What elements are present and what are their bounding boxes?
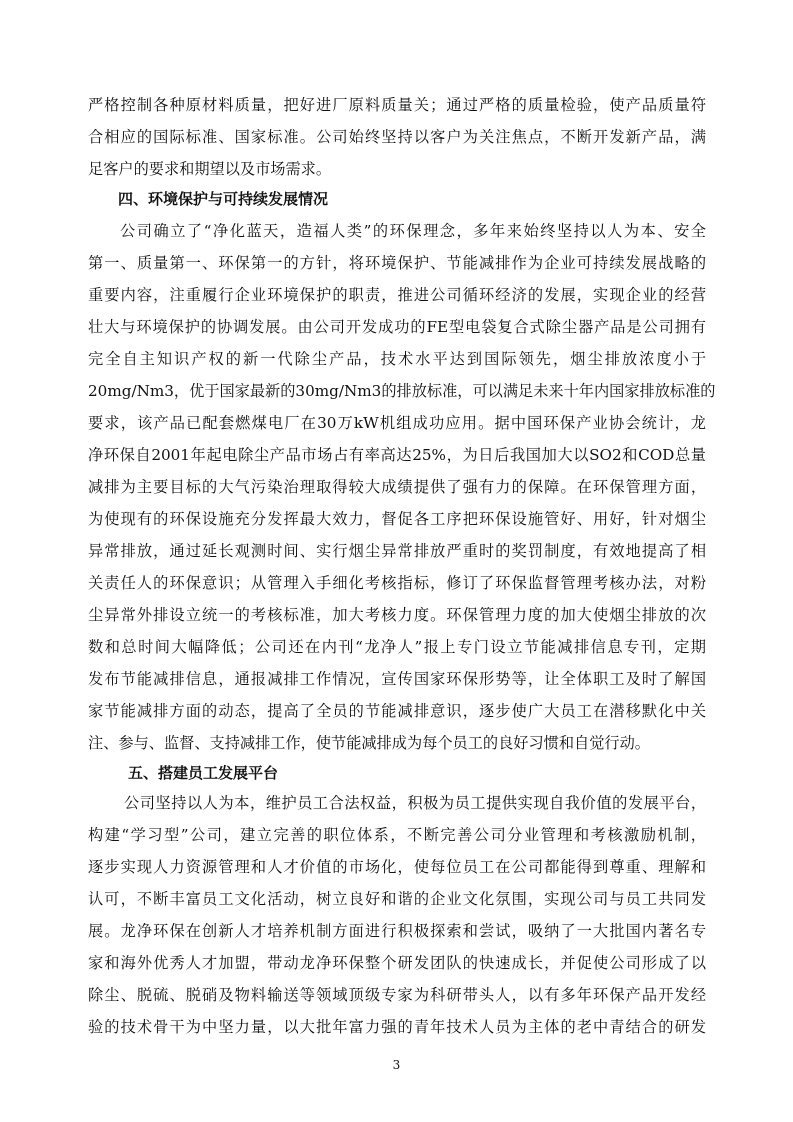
paragraph-line: 壮大与环境保护的协调发展。由公司开发成功的FE型电袋复合式除尘器产品是公司拥有 <box>88 318 706 336</box>
paragraph-line: 公司确立了“净化蓝天，造福人类”的环保理念，多年来始终坚持以人为本、安全 <box>120 222 706 240</box>
paragraph-line: 合相应的国际标准、国家标准。公司始终坚持以客户为关注焦点，不断开发新产品，满 <box>88 128 706 146</box>
paragraph-line: 公司坚持以人为本，维护员工合法权益，积极为员工提供实现自我价值的发展平台， <box>124 794 706 812</box>
paragraph-line: 认可，不断丰富员工文化活动，树立良好和谐的企业文化氛围，实现公司与员工共同发 <box>88 890 706 908</box>
paragraph-line: 为使现有的环保设施充分发挥最大效力，督促各工序把环保设施管好、用好，针对烟尘 <box>88 510 706 528</box>
paragraph-line: 注、参与、监督、支持减排工作，使节能减排成为每个员工的良好习惯和自觉行动。 <box>88 734 650 752</box>
paragraph-line: 完全自主知识产权的新一代除尘产品，技术水平达到国际领先，烟尘排放浓度小于 <box>88 350 706 368</box>
paragraph-line: 关责任人的环保意识；从管理入手细化考核指标，修订了环保监督管理考核办法，对粉 <box>88 574 706 592</box>
paragraph-line: 尘异常外排设立统一的考核标准，加大考核力度。环保管理力度的加大使烟尘排放的次 <box>88 606 706 624</box>
paragraph-line: 验的技术骨干为中坚力量，以大批年富力强的青年技术人员为主体的老中青结合的研发 <box>88 1018 706 1036</box>
paragraph-line: 20mg/Nm3，优于国家最新的30mg/Nm3的排放标准，可以满足未来十年内国家排放标准的 <box>88 382 716 400</box>
page-number: 3 <box>392 1058 401 1072</box>
paragraph-line: 要求，该产品已配套燃煤电厂在30万kW机组成功应用。据中国环保产业协会统计，龙 <box>88 414 706 432</box>
paragraph-line: 第一、质量第一、环保第一的方针，将环境保护、节能减排作为企业可持续发展战略的 <box>88 254 706 272</box>
paragraph-line: 除尘、脱硫、脱硝及物料输送等领域顶级专家为科研带头人，以有多年环保产品开发经 <box>88 986 706 1004</box>
paragraph-line: 数和总时间大幅降低；公司还在内刊“龙净人”报上专门设立节能减排信息专刊，定期 <box>88 638 706 656</box>
paragraph-line: 发布节能减排信息，通报减排工作情况，宣传国家环保形势等，让全体职工及时了解国 <box>88 670 706 688</box>
paragraph-line: 净环保自2001年起电除尘产品市场占有率高达25%，为日后我国加大以SO2和COD总量 <box>88 446 706 464</box>
section-heading-environment: 四、环境保护与可持续发展情况 <box>118 190 329 208</box>
paragraph-line: 重要内容，注重履行企业环境保护的职责，推进公司循环经济的发展，实现企业的经营 <box>88 286 706 304</box>
paragraph-line: 逐步实现人力资源管理和人才价值的市场化，使每位员工在公司都能得到尊重、理解和 <box>88 858 706 876</box>
paragraph-line: 减排为主要目标的大气污染治理取得较大成绩提供了强有力的保障。在环保管理方面， <box>88 478 706 496</box>
section-heading-employee-development: 五、搭建员工发展平台 <box>128 764 279 782</box>
paragraph-line: 异常排放，通过延长观测时间、实行烟尘异常排放严重时的奖罚制度，有效地提高了相 <box>88 542 706 560</box>
paragraph-line: 家和海外优秀人才加盟，带动龙净环保整个研发团队的快速成长，并促使公司形成了以 <box>88 954 706 972</box>
paragraph-line: 足客户的要求和期望以及市场需求。 <box>88 160 331 178</box>
paragraph-line: 家节能减排方面的动态，提高了全员的节能减排意识，逐步使广大员工在潜移默化中关 <box>88 702 706 720</box>
paragraph-line: 严格控制各种原材料质量，把好进厂原料质量关；通过严格的质量检验，使产品质量符 <box>88 96 706 114</box>
paragraph-line: 展。龙净环保在创新人才培养机制方面进行积极探索和尝试，吸纳了一大批国内著名专 <box>88 922 706 940</box>
paragraph-line: 构建“学习型”公司，建立完善的职位体系，不断完善公司分业管理和考核激励机制， <box>88 826 706 844</box>
